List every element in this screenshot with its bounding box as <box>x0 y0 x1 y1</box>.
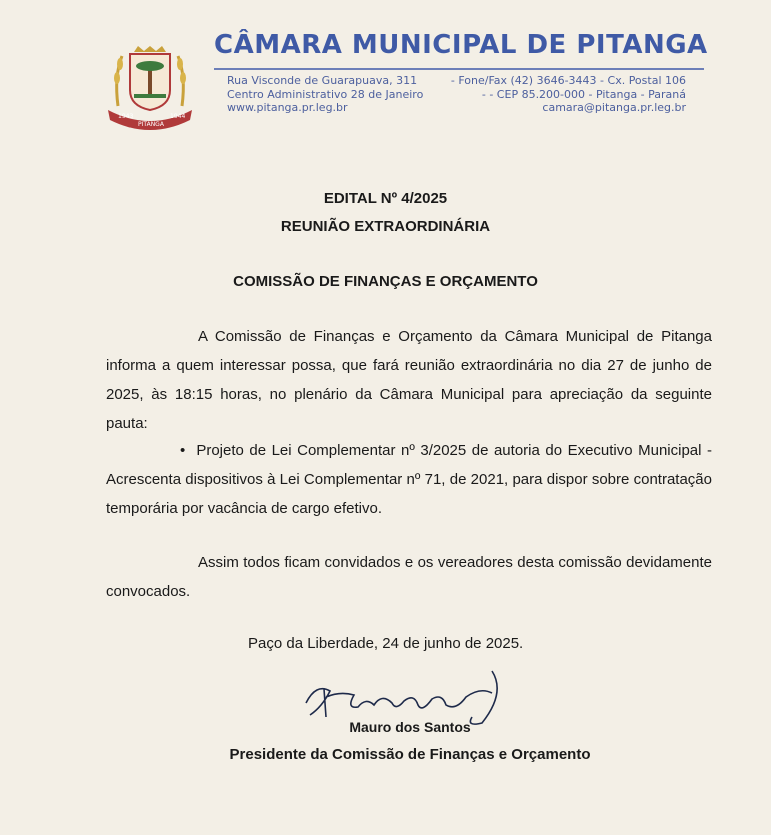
crest-year-left: 1943 <box>118 113 134 120</box>
place-date: Paço da Liberdade, 24 de junho de 2025. <box>248 635 524 652</box>
cep-city: - - CEP 85.200-000 - Pitanga - Paraná <box>481 88 686 101</box>
meeting-type: REUNIÃO EXTRAORDINÁRIA <box>280 218 491 235</box>
address-street: Rua Visconde de Guarapuava, 311 <box>227 74 418 87</box>
website: www.pitanga.pr.leg.br <box>227 101 348 114</box>
header-divider <box>214 68 704 70</box>
commission-title: COMISSÃO DE FINANÇAS E ORÇAMENTO <box>233 273 538 290</box>
institution-title: CÂMARA MUNICIPAL DE PITANGA <box>214 30 708 60</box>
agenda-item <box>106 436 712 523</box>
crest-name: PITANGA <box>138 121 164 128</box>
invitation-paragraph: Assim todos ficam convidados e os vereadores desta comissão devidamente convocados. <box>106 554 712 600</box>
signer-role: Presidente da Comissão de Finanças e Orçamento <box>229 746 591 763</box>
municipal-crest-icon <box>104 46 196 130</box>
agenda-list <box>106 436 712 523</box>
agenda-item-text: Projeto de Lei Complementar nº 3/2025 de autoria do Executivo Municipal - Acrescenta dispositivos à Lei Complementar nº 71, de 2021, para dispor sobre contratação temporária por vacância de cargo efetivo. <box>106 442 713 517</box>
address-center: Centro Administrativo 28 de Janeiro <box>227 88 424 101</box>
email: camara@pitanga.pr.leg.br <box>542 101 686 114</box>
edital-number: EDITAL Nº 4/2025 <box>323 190 448 207</box>
signer-name: Mauro dos Santos <box>349 719 471 735</box>
announcement-paragraph: A Comissão de Finanças e Orçamento da Câmara Municipal de Pitanga informa a quem interessar possa, que fará reunião extraordinária no dia 27 de junho de 2025, às 18:15 horas, no plenário da Câmara Municipal para apreciação da seguinte pauta: <box>106 328 712 432</box>
phone-postal: - Fone/Fax (42) 3646-3443 - Cx. Postal 106 <box>450 74 686 87</box>
crest-year-right: 1944 <box>170 113 186 120</box>
bullet-icon: • <box>180 442 197 459</box>
